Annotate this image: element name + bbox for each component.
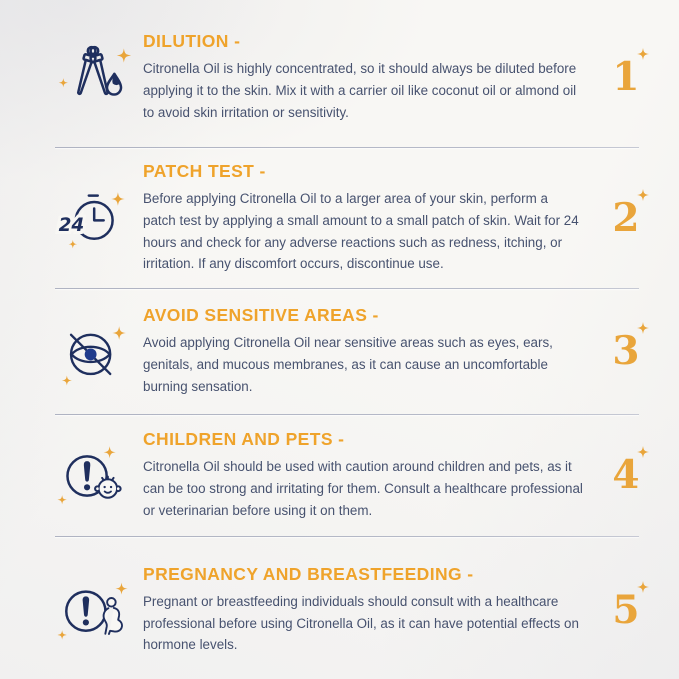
step-number-4: 4 xyxy=(597,456,655,495)
section-title-patch-test: PATCH TEST - xyxy=(143,161,266,182)
step-number-5: 5 xyxy=(597,591,655,630)
section-title-pregnancy-and-breastfeeding: PREGNANCY AND BREASTFEEDING - xyxy=(143,563,474,584)
svg-text:24: 24 xyxy=(58,215,85,237)
section-pregnancy-and-breastfeeding xyxy=(0,537,679,679)
step-number-2: 2 xyxy=(597,199,655,238)
section-title-avoid-sensitive-areas: AVOID SENSITIVE AREAS - xyxy=(143,305,379,326)
section-body-dilution: Citronella Oil is highly concentrated, so it should always be diluted before applying it to the skin. Mix it with a carrier oil like coconut oil or almond oil to avoid skin irritation or sensitivity. xyxy=(143,61,577,120)
section-patch-test xyxy=(0,148,679,288)
step-number-3: 3 xyxy=(597,332,655,371)
section-title-dilution: DILUTION - xyxy=(143,31,241,52)
section-body-patch-test: Before applying Citronella Oil to a larger area of your skin, perform a patch test by applying a small amount to a small patch of skin. Wait for 24 hours and check for any adverse reactions such as redness, itching, or irritation. If any discomfort occurs, discontinue use. xyxy=(143,191,579,272)
section-body-avoid-sensitive-areas: Avoid applying Citronella Oil near sensitive areas such as eyes, ears, genitals, and mucous membranes, as it can cause an uncomfortable burning sensation. xyxy=(143,335,553,394)
section-avoid-sensitive-areas xyxy=(0,289,679,414)
section-body-children-and-pets: Citronella Oil should be used with caution around children and pets, as it can be too strong and irritating for them. Consult a healthcare professional or veterinarian before using it on them. xyxy=(143,459,583,518)
sparkle-icon xyxy=(637,581,649,593)
sparkle-icon xyxy=(637,446,649,458)
section-title-children-and-pets: CHILDREN AND PETS - xyxy=(143,429,345,450)
sparkle-icon xyxy=(637,48,649,60)
no-eye-icon xyxy=(55,314,143,390)
step-number-1: 1 xyxy=(597,58,655,97)
section-body-pregnancy-and-breastfeeding: Pregnant or breastfeeding individuals should consult with a healthcare professional before using Citronella Oil, as it can have potential effects on hormone levels. xyxy=(143,593,579,653)
24-hour-clock-icon xyxy=(55,180,143,256)
section-children-and-pets xyxy=(0,415,679,536)
child-alert-icon xyxy=(55,438,143,514)
dropper-icon xyxy=(55,40,143,116)
section-dilution xyxy=(0,0,679,147)
pregnancy-alert-icon xyxy=(55,572,143,648)
sparkle-icon xyxy=(637,189,649,201)
sparkle-icon xyxy=(637,322,649,334)
